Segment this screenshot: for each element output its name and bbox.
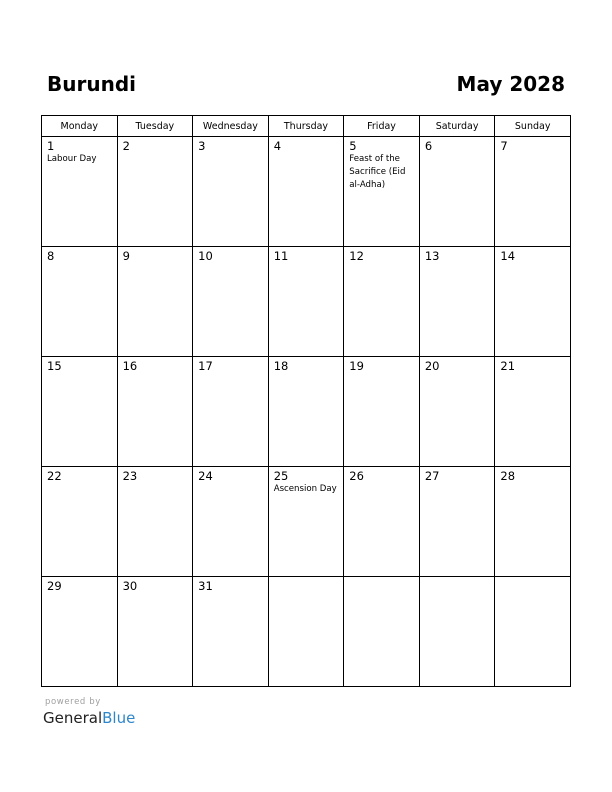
calendar-day-cell [193,577,269,687]
weekday-header: Wednesday [193,116,269,137]
day-number: 18 [273,359,289,373]
day-number: 8 [47,249,55,263]
holiday-label: Feast of the Sacrifice (Eid al-Adha) [349,154,406,190]
calendar-day-cell [495,467,571,577]
calendar-day-cell [117,247,193,357]
calendar-day-cell [193,247,269,357]
calendar-day-cell [193,357,269,467]
calendar-day-cell [344,247,420,357]
calendar-day-cell [344,137,420,247]
calendar-week-row [42,577,571,687]
calendar-day-cell [117,577,193,687]
day-number: 17 [198,359,213,373]
powered-by-text: powered by [45,697,101,707]
day-number: 1 [47,139,55,153]
day-number: 2 [122,139,130,153]
day-number: 26 [349,469,364,483]
calendar-day-cell [344,577,420,687]
calendar-day-cell [42,467,118,577]
day-number: 31 [198,579,213,593]
footer-branding [43,697,135,728]
logo-general-text: General [43,709,103,727]
day-number: 7 [500,139,508,153]
day-number: 16 [122,359,138,373]
calendar-day-cell [495,357,571,467]
day-number: 22 [47,469,62,483]
calendar-day-cell [268,137,344,247]
calendar-day-cell [344,467,420,577]
day-number: 28 [500,469,516,483]
calendar-day-cell [268,247,344,357]
calendar-day-cell [42,357,118,467]
day-number: 3 [198,139,206,153]
calendar-day-cell [495,137,571,247]
calendar-day-cell [268,357,344,467]
weekday-header: Monday [42,116,118,137]
day-number: 23 [122,469,138,483]
day-number: 4 [273,139,282,153]
logo-blue-text: Blue [102,709,136,727]
calendar-day-cell [419,137,495,247]
weekday-header: Friday [344,116,420,137]
day-number: 30 [122,579,138,593]
calendar-day-cell [42,247,118,357]
calendar-day-cell [117,467,193,577]
day-number: 13 [424,249,440,263]
weekday-header: Sunday [495,116,571,137]
day-number: 12 [349,249,364,263]
day-number: 15 [47,359,62,373]
calendar-day-cell [117,137,193,247]
calendar-day-cell [495,577,571,687]
calendar-grid [41,115,571,687]
day-number: 6 [424,139,433,153]
holiday-label: Ascension Day [273,484,337,494]
day-number: 10 [198,249,213,263]
calendar-day-cell [419,577,495,687]
month-title: May 2028 [456,72,565,96]
day-number: 11 [273,249,289,263]
day-number: 20 [424,359,440,373]
calendar-day-cell [419,247,495,357]
day-number: 27 [424,469,440,483]
weekday-header: Thursday [268,116,344,137]
calendar-day-cell [344,357,420,467]
calendar-week-row [42,357,571,467]
calendar-week-row [42,137,571,247]
calendar-day-cell [117,357,193,467]
calendar-week-row [42,467,571,577]
calendar-day-cell [193,137,269,247]
calendar-body [42,137,571,687]
weekday-header: Saturday [419,116,495,137]
weekday-header-row [42,116,571,137]
day-number: 21 [500,359,516,373]
holiday-label: Labour Day [47,154,97,164]
generalblue-logo [43,708,135,728]
day-number: 5 [349,139,357,153]
day-number: 24 [198,469,213,483]
calendar-day-cell [495,247,571,357]
day-number: 9 [122,249,130,263]
calendar-day-cell [42,577,118,687]
day-number: 14 [500,249,516,263]
day-number: 25 [273,469,289,483]
country-title: Burundi [47,72,136,96]
day-number: 29 [47,579,62,593]
calendar-day-cell [419,357,495,467]
day-number: 19 [349,359,364,373]
calendar-day-cell [268,467,344,577]
calendar-day-cell [193,467,269,577]
weekday-header: Tuesday [117,116,193,137]
calendar-day-cell [268,577,344,687]
calendar-week-row [42,247,571,357]
calendar-day-cell [42,137,118,247]
calendar-day-cell [419,467,495,577]
